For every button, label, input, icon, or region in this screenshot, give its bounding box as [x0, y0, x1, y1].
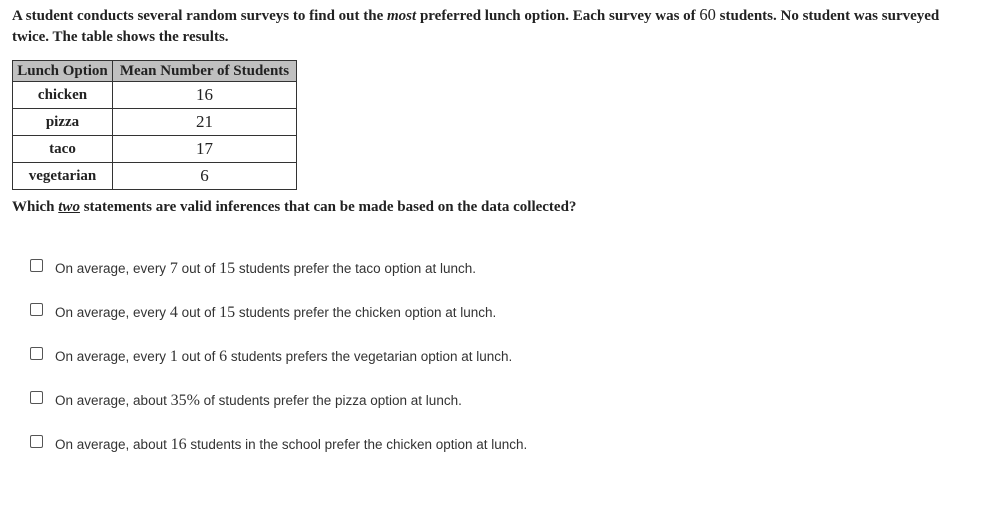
prompt-line-1: A student conducts several random surveys to find out the most preferred lunch option. Each survey was of 60 students. No student was surveyed: [12, 5, 940, 24]
choice-label: On average, about 16 students in the school prefer the chicken option at lunch.: [55, 436, 528, 453]
choice-label: On average, every 7 out of 15 students prefer the taco option at lunch.: [55, 260, 476, 277]
cell-mean: 21: [113, 109, 297, 136]
table-row: [13, 136, 297, 163]
table-header-row: [13, 61, 297, 82]
cell-mean: 6: [113, 163, 297, 190]
cell-option: vegetarian: [13, 163, 113, 190]
question-prompt: [12, 4, 993, 48]
checkbox[interactable]: [30, 259, 43, 272]
checkbox[interactable]: [30, 303, 43, 316]
cell-mean: 17: [113, 136, 297, 163]
question-text: Which two statements are valid inferences that can be made based on the data collected?: [12, 199, 577, 215]
checkbox[interactable]: [30, 347, 43, 360]
choice-label: On average, every 4 out of 15 students prefer the chicken option at lunch.: [55, 304, 497, 321]
checkbox[interactable]: [30, 391, 43, 404]
cell-option: pizza: [13, 109, 113, 136]
survey-size: 60: [699, 5, 716, 24]
table-row: [13, 163, 297, 190]
choice-label: On average, about 35% of students prefer the pizza option at lunch.: [55, 392, 462, 409]
cell-option: chicken: [13, 82, 113, 109]
question-emphasis: two: [58, 199, 80, 215]
choice-label: On average, every 1 out of 6 students prefers the vegetarian option at lunch.: [55, 348, 513, 365]
table-row: [13, 82, 297, 109]
header-mean-number: Mean Number of Students: [113, 61, 297, 82]
checkbox[interactable]: [30, 435, 43, 448]
prompt-line-2: twice. The table shows the results.: [12, 29, 229, 45]
table-row: [13, 109, 297, 136]
cell-option: taco: [13, 136, 113, 163]
prompt-emphasis: most: [387, 8, 417, 24]
header-lunch-option: Lunch Option: [13, 61, 113, 82]
results-table: [12, 60, 297, 190]
cell-mean: 16: [113, 82, 297, 109]
